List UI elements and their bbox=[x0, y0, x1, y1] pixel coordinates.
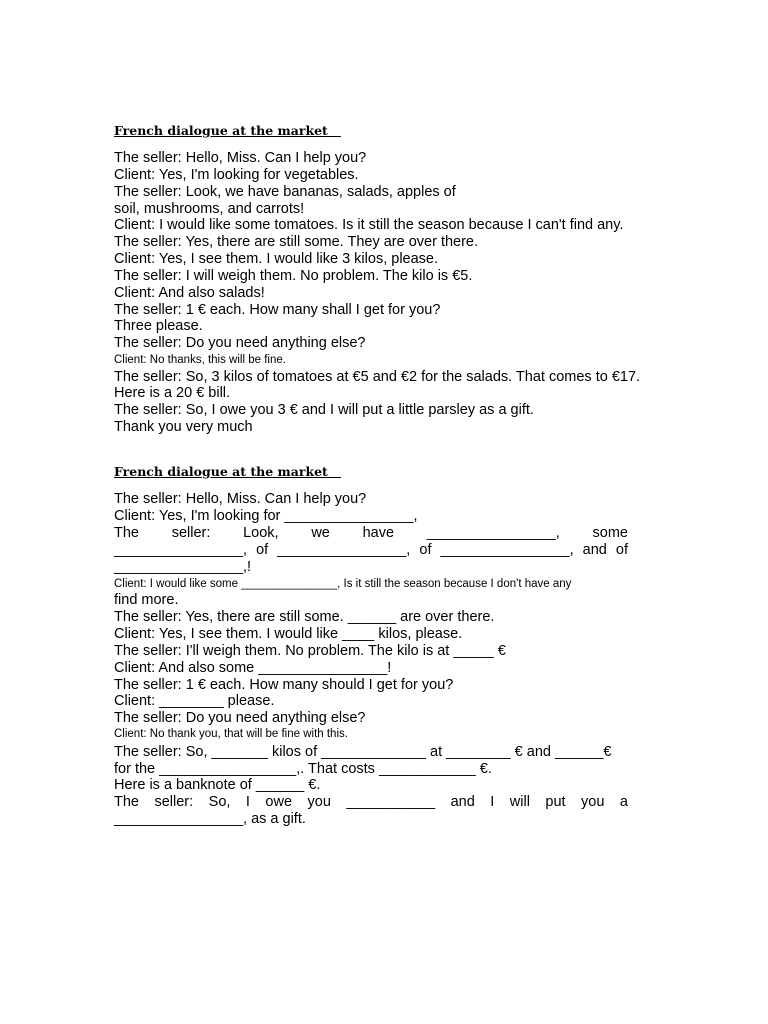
exercise-line: Client: And also some ________________! bbox=[114, 660, 392, 676]
dialogue-line: The seller: Hello, Miss. Can I help you? bbox=[114, 150, 367, 166]
exercise-line: ________________,! bbox=[114, 559, 252, 575]
exercise-line: Client: No thank you, that will be fine with this. bbox=[114, 728, 348, 740]
exercise-line: Here is a banknote of ______ €. bbox=[114, 777, 321, 793]
exercise-line bbox=[114, 525, 628, 542]
exercise-line: The seller: Yes, there are still some. ______ are over there. bbox=[114, 609, 495, 625]
dialogue-line: Client: I would like some tomatoes. Is it still the season because I can't find any. bbox=[114, 217, 624, 233]
exercise-line-text: The seller: So, I owe you ___________ and I will put you a bbox=[114, 794, 628, 810]
section-1-title: French dialogue at the market bbox=[114, 123, 341, 138]
dialogue-line: Client: No thanks, this will be fine. bbox=[114, 354, 286, 366]
exercise-line: The seller: Do you need anything else? bbox=[114, 710, 366, 726]
dialogue-line: Client: Yes, I see them. I would like 3 kilos, please. bbox=[114, 251, 439, 267]
dialogue-line: Client: Yes, I'm looking for vegetables. bbox=[114, 167, 359, 183]
exercise-line: for the _________________,. That costs ____________ €. bbox=[114, 761, 492, 777]
exercise-line: Client: ________ please. bbox=[114, 693, 275, 709]
dialogue-line: The seller: So, 3 kilos of tomatoes at €5 and €2 for the salads. That comes to €17. bbox=[114, 369, 641, 385]
dialogue-line: soil, mushrooms, and carrots! bbox=[114, 201, 305, 217]
exercise-line: find more. bbox=[114, 592, 179, 608]
exercise-line bbox=[114, 542, 628, 559]
dialogue-line: Here is a 20 € bill. bbox=[114, 385, 231, 401]
dialogue-line: The seller: I will weigh them. No problem. The kilo is €5. bbox=[114, 268, 473, 284]
dialogue-line: Client: And also salads! bbox=[114, 285, 265, 301]
exercise-line: ________________, as a gift. bbox=[114, 811, 306, 827]
dialogue-line: The seller: Do you need anything else? bbox=[114, 335, 366, 351]
dialogue-line: Three please. bbox=[114, 318, 203, 334]
exercise-line bbox=[114, 794, 628, 811]
exercise-line: Client: Yes, I see them. I would like ____ kilos, please. bbox=[114, 626, 463, 642]
dialogue-line: The seller: So, I owe you 3 € and I will put a little parsley as a gift. bbox=[114, 402, 534, 418]
dialogue-line: The seller: 1 € each. How many shall I get for you? bbox=[114, 302, 441, 318]
dialogue-line: The seller: Yes, there are still some. They are over there. bbox=[114, 234, 479, 250]
exercise-line: The seller: So, _______ kilos of _____________ at ________ € and ______€ bbox=[114, 744, 612, 760]
section-2-title: French dialogue at the market bbox=[114, 464, 341, 479]
exercise-line: The seller: 1 € each. How many should I get for you? bbox=[114, 677, 454, 693]
dialogue-line: Thank you very much bbox=[114, 419, 253, 435]
exercise-line: The seller: I'll weigh them. No problem. The kilo is at _____ € bbox=[114, 643, 506, 659]
exercise-line: The seller: Hello, Miss. Can I help you? bbox=[114, 491, 367, 507]
exercise-line: Client: I would like some _______________, Is it still the season because I don't have any bbox=[114, 578, 572, 590]
exercise-line-text: The seller: Look, we have ________________, some bbox=[114, 525, 628, 541]
exercise-line: Client: Yes, I'm looking for ________________, bbox=[114, 508, 418, 524]
exercise-line-text: ________________, of ________________, of ________________, and of bbox=[114, 542, 628, 558]
dialogue-line: The seller: Look, we have bananas, salads, apples of bbox=[114, 184, 456, 200]
